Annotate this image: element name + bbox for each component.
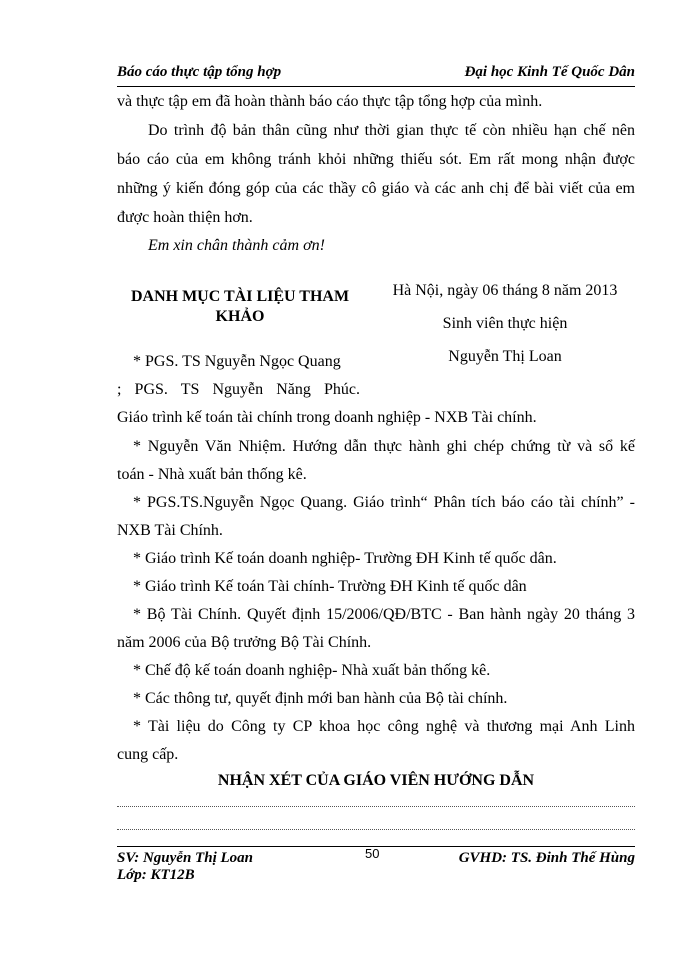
references-title-line: DANH MỤC TÀI LIỆU THAM <box>130 288 350 305</box>
signature-role: Sinh viên thực hiện <box>442 315 568 332</box>
paragraph-line: báo cáo của em không tránh khỏi những thiếu sót. Em rất mong nhận được <box>117 151 635 168</box>
reference-line: * Tài liệu do Công ty CP khoa học công nghệ và thương mại Anh Linh <box>133 718 635 735</box>
footer-class: Lớp: KT12B <box>117 867 195 883</box>
reference-line: * Bộ Tài Chính. Quyết định 15/2006/QĐ/BTC - Ban hành ngày 20 tháng 3 <box>133 606 635 623</box>
paragraph-line: và thực tập em đã hoàn thành báo cáo thực tập tổng hợp của mình. <box>117 93 543 110</box>
footer-student: SV: Nguyễn Thị Loan <box>117 850 253 866</box>
reference-line: NXB Tài Chính. <box>117 522 223 539</box>
reference-line: Giáo trình kế toán tài chính trong doanh nghiệp - NXB Tài chính. <box>117 409 537 426</box>
paragraph-line: những ý kiến đóng góp của các thầy cô giáo và các anh chị để bài viết của em <box>117 180 635 197</box>
reference-line: ; PGS. TS Nguyễn Năng Phúc. <box>117 381 360 398</box>
header-left: Báo cáo thực tập tổng hợp <box>117 64 282 80</box>
thanks-line: Em xin chân thành cảm ơn! <box>148 237 325 254</box>
reference-line: * Nguyễn Văn Nhiệm. Hướng dẫn thực hành ghi chép chứng từ và sổ kế <box>133 438 635 455</box>
references-title-line: KHẢO <box>215 308 265 325</box>
signature-date: Hà Nội, ngày 06 tháng 8 năm 2013 <box>392 282 618 299</box>
reference-line: * PGS.TS.Nguyễn Ngọc Quang. Giáo trình“ Phân tích báo cáo tài chính” - <box>133 494 635 511</box>
reference-line: * Giáo trình Kế toán Tài chính- Trường ĐH Kinh tế quốc dân <box>133 578 527 595</box>
reference-line: * Chế độ kế toán doanh nghiệp- Nhà xuất bản thống kê. <box>133 662 491 679</box>
footer-advisor: GVHD: TS. Đinh Thế Hùng <box>458 850 635 866</box>
header-rule <box>117 86 635 87</box>
header-right: Đại học Kinh Tế Quốc Dân <box>464 64 635 80</box>
references-title <box>115 287 365 327</box>
dotted-line <box>117 806 635 807</box>
reference-line: * PGS. TS Nguyễn Ngọc Quang <box>133 353 341 370</box>
reference-line: toán - Nhà xuất bản thống kê. <box>117 466 307 483</box>
paragraph-line: được hoàn thiện hơn. <box>117 209 253 226</box>
page-number: 50 <box>365 846 380 861</box>
paragraph-line: Do trình độ bản thân cũng như thời gian thực tế còn nhiều hạn chế nên <box>148 122 635 139</box>
review-title: NHẬN XÉT CỦA GIÁO VIÊN HƯỚNG DẪN <box>217 772 535 789</box>
dotted-line <box>117 829 635 830</box>
reference-line: cung cấp. <box>117 746 179 763</box>
reference-line: * Giáo trình Kế toán doanh nghiệp- Trường ĐH Kinh tế quốc dân. <box>133 550 557 567</box>
reference-line: * Các thông tư, quyết định mới ban hành của Bộ tài chính. <box>133 690 508 707</box>
reference-line: năm 2006 của Bộ trưởng Bộ Tài Chính. <box>117 634 372 651</box>
signature-name: Nguyễn Thị Loan <box>448 348 562 365</box>
